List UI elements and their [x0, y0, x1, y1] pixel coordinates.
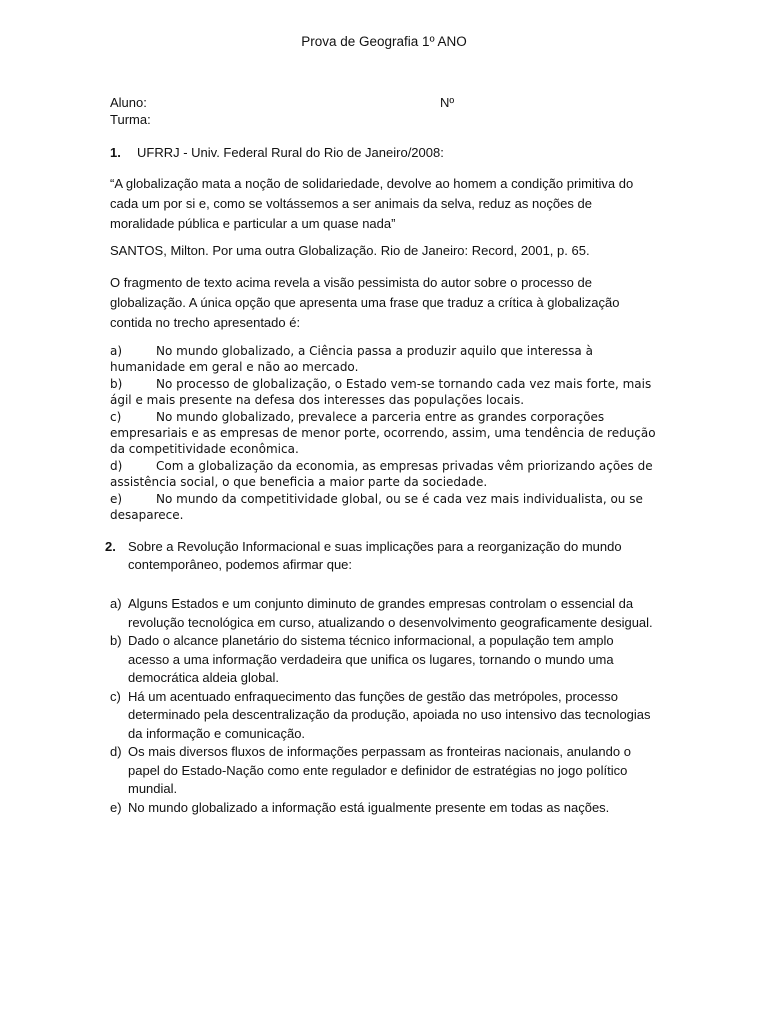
option-letter: e)	[110, 491, 123, 506]
question-1-option-d[interactable]	[110, 458, 658, 491]
numero-label: Nº	[440, 95, 455, 110]
option-letter: b)	[110, 633, 122, 648]
option-letter: c)	[110, 409, 122, 424]
question-2-heading	[105, 538, 650, 574]
question-1-number: 1.	[110, 145, 121, 160]
question-2-option-d[interactable]	[110, 743, 658, 799]
question-2-prompt: Sobre a Revolução Informacional e suas implicações para a reorganização do mundo contemporâneo, podemos afirmar que:	[128, 539, 622, 572]
option-letter: c)	[110, 688, 121, 704]
question-1-option-c[interactable]	[110, 409, 658, 458]
question-1-quote: “A globalização mata a noção de solidariedade, devolve ao homem a condição primitiva do cada um por si e, como se voltássemos a ser animais da selva, reduz as noções de moralidade pública e particular a um quase nada”	[110, 176, 634, 231]
question-2-option-e[interactable]	[110, 799, 658, 818]
option-text: Dado o alcance planetário do sistema técnico informacional, a população tem amplo acesso a uma informação verdadeira que unifica os lugares, tornando o mundo uma democrática aldeia global.	[128, 633, 614, 685]
option-letter: b)	[110, 376, 123, 391]
question-1-reference: SANTOS, Milton. Por uma outra Globalização. Rio de Janeiro: Record, 2001, p. 65.	[110, 243, 590, 258]
option-letter: e)	[110, 799, 122, 815]
question-1-prompt: O fragmento de texto acima revela a visão pessimista do autor sobre o processo de globalização. A única opção que apresenta uma frase que traduz a crítica à globalização contida no trecho apresentado é:	[110, 275, 620, 330]
option-text: No mundo globalizado, a Ciência passa a produzir aquilo que interessa à humanidade em geral e não ao mercado.	[110, 344, 593, 375]
option-text: Há um acentuado enfraquecimento das funções de gestão das metrópoles, processo determinado pela descentralização da produção, apoiada no uso intensivo das tecnologias da informação e comunicação.	[128, 688, 651, 741]
option-text: No processo de globalização, o Estado vem-se tornando cada vez mais forte, mais ágil e mais presente na defesa dos interesses das populações locais.	[110, 376, 652, 408]
question-1-source: UFRRJ - Univ. Federal Rural do Rio de Janeiro/2008:	[137, 145, 444, 160]
question-1-option-b[interactable]	[110, 376, 658, 409]
question-2-number: 2.	[105, 539, 116, 554]
page-title: Prova de Geografia 1º ANO	[301, 34, 467, 49]
option-letter: d)	[110, 458, 123, 473]
option-letter: a)	[110, 596, 122, 611]
question-2-options	[110, 595, 658, 817]
question-1-heading	[110, 144, 444, 161]
option-text: Os mais diversos fluxos de informações perpassam as fronteiras nacionais, anulando o papel do Estado-Nação como ente regulador e definidor de estratégias no jogo político mundial.	[128, 744, 631, 796]
question-1-options	[110, 343, 658, 523]
option-text: No mundo globalizado a informação está igualmente presente em todas as nações.	[128, 799, 610, 815]
question-2-option-c[interactable]	[110, 688, 658, 744]
option-letter: a)	[110, 344, 123, 358]
option-text: No mundo globalizado, prevalece a parceria entre as grandes corporações empresariais e as empresas de menor porte, ocorrendo, assim, uma tendência de redução da competitividade econômica.	[110, 409, 656, 457]
option-letter: d)	[110, 744, 122, 759]
question-2-option-b[interactable]	[110, 632, 658, 688]
option-text: Com a globalização da economia, as empresas privadas vêm priorizando ações de assistência social, o que beneficia a maior parte da sociedade.	[110, 458, 653, 490]
option-text: No mundo da competitividade global, ou se é cada vez mais individualista, ou se desaparece.	[110, 491, 643, 523]
option-text: Alguns Estados e um conjunto diminuto de grandes empresas controlam o essencial da revolução tecnológica em curso, atualizando o desenvolvimento geograficamente desigual.	[128, 596, 653, 630]
question-1-option-a[interactable]	[110, 343, 658, 376]
turma-label: Turma:	[110, 112, 151, 127]
question-1-option-e[interactable]	[110, 491, 658, 524]
aluno-label: Aluno:	[110, 95, 147, 110]
question-2-option-a[interactable]	[110, 595, 658, 632]
